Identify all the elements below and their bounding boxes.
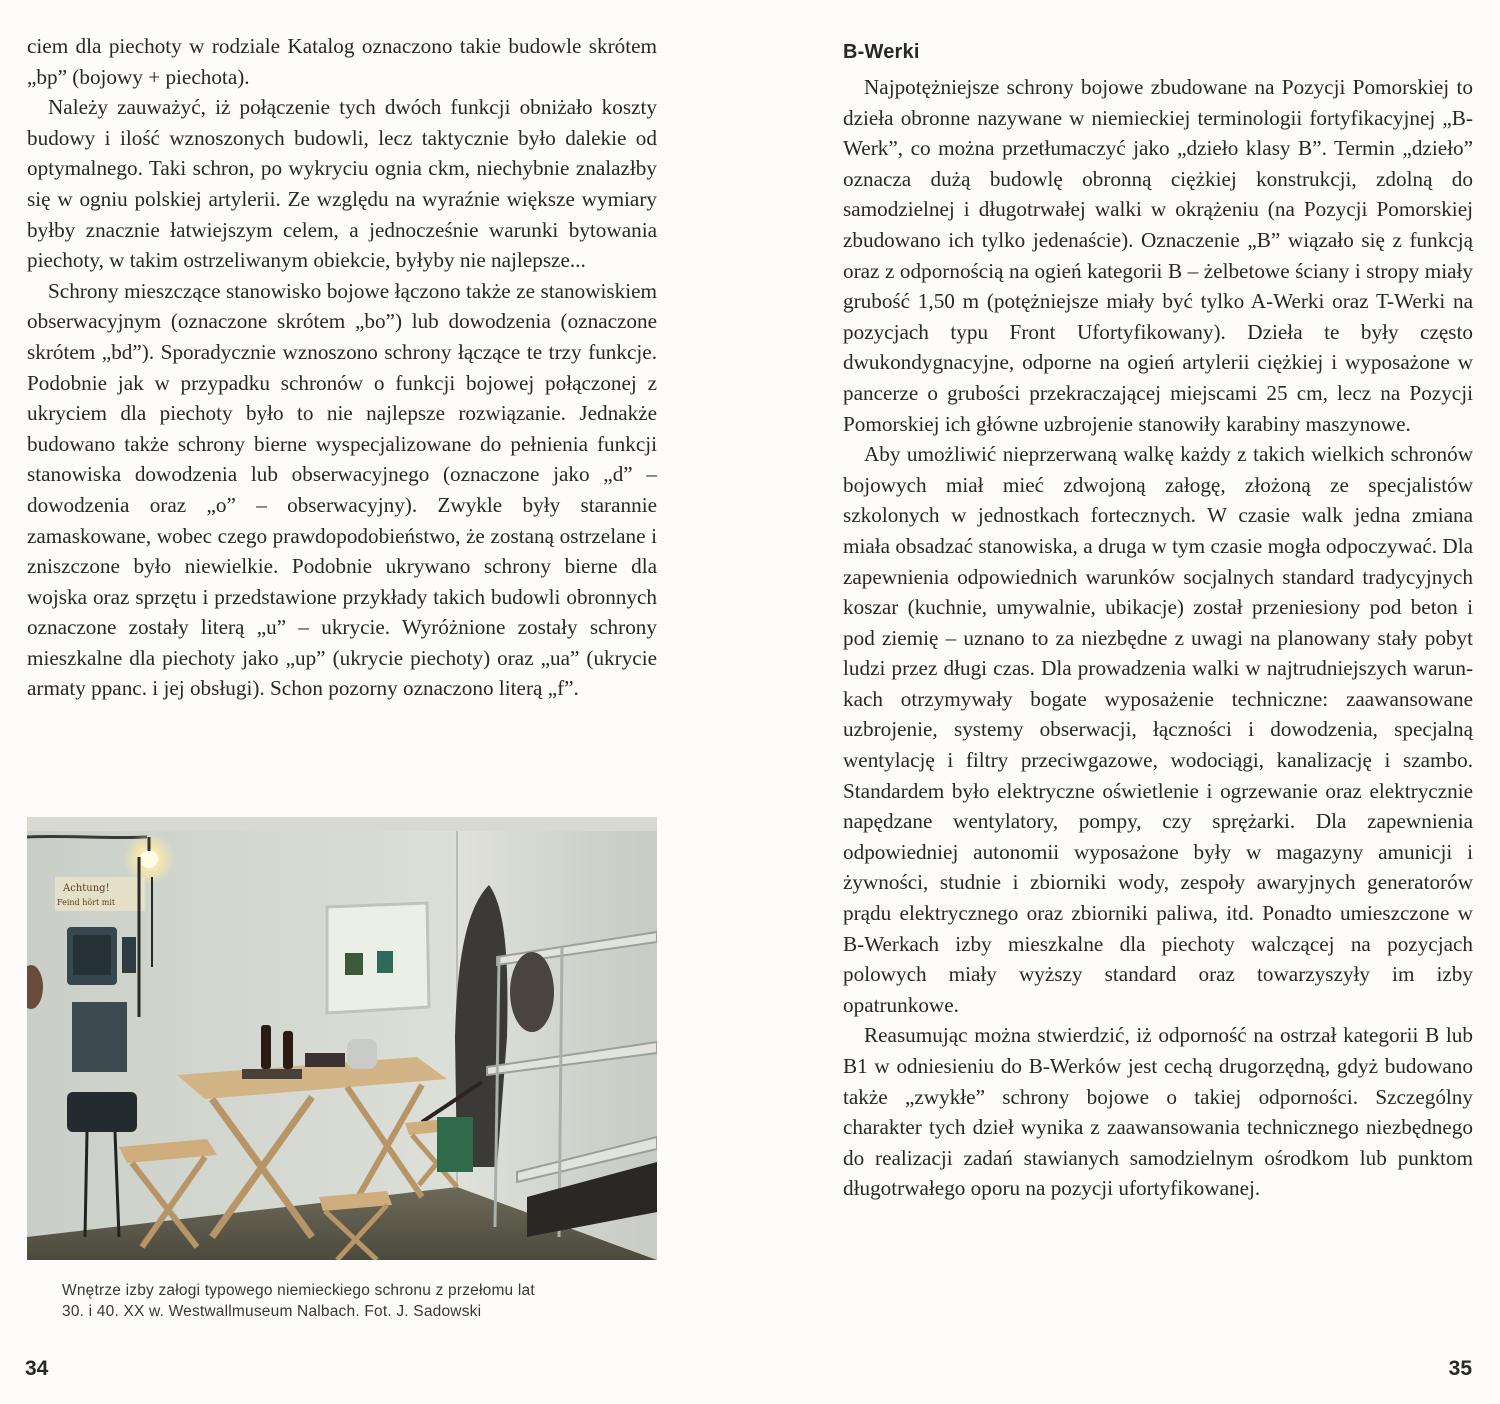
sign-text-line-1: Achtung! [63, 883, 110, 894]
right-text-column [843, 41, 1473, 1204]
right-paragraph-2: Aby umożliwić nieprzerwaną walkę każdy z takich wielkich schronów bojowych miał mieć zdwojoną załogę, złożoną ze specjalistów szkolonych w jednostkach fortecznych. W czasie walk jedna zmiana miała obsadzać stanowiska, a druga w tym czasie mogła odpoczywać. Dla zapewnienia odpowiednich warunków socjalnych standard tradycyjnych koszar (kuchnie, umywalnie, ubikacje) został przeniesiony pod beton i pod ziemię – uznano to za niezbędne z uwagi na planowany stały pobyt ludzi przez długi czas. Dla prowadzenia walki w najtrudniejszych warunkach otrzymywały bogate wyposażenie techniczne: zaawansowane uzbrojenie, systemy obserwacji, łączności i dowodzenia, specjalną wentylację i filtry przeciwgazowe, wodociągi, kanalizację i szambo. Standardem było elektryczne oświetlenie i ogrzewanie oraz elektrycznie napędzane wentylatory, pompy, czy sprężarki. Dla zapewnienia odpowiedniej autonomii wyposażone były w magazyny amunicji i żywności, studnie i zbiorniki wody, zespoły awaryjnych generatorów prądu elektrycznego oraz zbiorniki paliwa, itd. Ponadto umieszczone w B-Werkach izby mieszkalne dla piechoty walczącej na pozycjach polowych miały wyższy standard oraz towarzyszyły im izby opatrunkowe. [843, 442, 1473, 1017]
right-page [750, 0, 1500, 1404]
right-paragraph-3: Reasumując można stwierdzić, iż odporność na ostrzał kategorii B lub B1 w odniesieniu do B-Werków jest cechą drugorzędną, gdyż budowano także „zwykłe” schrony bojowe o takiej odporności. Szczególny charakter tych dzieł wynika z zaawansowania technicznego niezbędnego do realizacji zadań stawianych samodzielnym ośrodkom lub punktom długotrwałego oporu na pozycji ufortyfikowanej. [843, 1023, 1473, 1201]
page-number-left: 34 [25, 1357, 49, 1380]
right-paragraph-1: Najpotężniejsze schrony bojowe zbudowane na Pozycji Pomorskiej to dzieła obronne nazywane w niemieckiej terminologii fortyfikacyjnej „B-Werk”, co można przetłumaczyć jako „dzieło klasy B”. Termin „dzieło” oznacza dużą budowlę obronną ciężkiej konstrukcji, zdolną do samodzielnej i długotrwałej walki w okrążeniu (na Pozycji Pomorskiej zbudowano ich tylko jedenaście). Oznaczenie „B” wiązało się z funkcją oraz z odpornością na ogień kategorii B – żelbetowe ściany i stropy miały grubość 1,50 m (potężniejsze miały być tylko A-Werki oraz T-Werki na pozycjach typu Front Ufortyfikowany). Dzieła te były często dwukondygnacyjne, odporne na ogień artylerii ciężkiej i wyposażone w pancerze o grubości przekraczającej miejscami 25 cm, lecz na Pozycji Pomorskiej ich główne uzbrojenie stanowiły karabiny maszynowe. [843, 75, 1473, 436]
page-number-right: 35 [1448, 1357, 1472, 1380]
section-heading: B-Werki [843, 41, 920, 63]
left-paragraph-3: Schrony mieszczące stanowisko bojowe łączono także ze stanowiskiem obserwacyjnym (oznaczone skrótem „bo”) lub dowodzenia (oznaczone skrótem „bd”). Sporadycznie wznoszono schrony łączące te trzy funkcje. Podobnie jak w przypadku schronów o funkcji bojowej połączonej z ukryciem dla piechoty było to nie najlepsze rozwiązanie. Jednakże budowano także schrony bierne wyspecjalizowane do pełnienia funkcji stanowiska dowodzenia lub obserwacyjnego (oznaczone jako „d” – dowodzenia oraz „o” – obserwacyjny). Zwykle były starannie zamaskowane, wobec czego prawdopodobieństwo, że zostaną ostrzelane i zniszczone było niewielkie. Podobnie ukrywano schrony bierne dla wojska oraz sprzętu i przedstawione przykłady takich budowli obronnych oznaczone zostały literą „u” – ukrycie. Wyróżnione zostały schrony mieszkalne dla piechoty jako „up” (ukrycie piechoty) oraz „ua” (ukrycie armaty ppanc. i jej obsługi). Schon pozorny oznaczono literą „f”. [27, 278, 657, 701]
photo-caption [62, 1280, 652, 1322]
left-paragraph-2: Należy zauważyć, iż połączenie tych dwóch funkcji obniżało koszty budowy i ilość wznoszonych budowli, lecz taktycznie było dalekie od optymalnego. Taki schron, po wykryciu ognia ckm, niechybnie znalazłby się w ogniu polskiej artylerii. Ze względu na wyraźnie większe wymiary byłby znacznie łatwiejszym celem, a jednocześnie warunki bytowania piechoty, w takim ostrzeliwanym obiekcie, byłyby nie najlepsze... [27, 95, 657, 273]
left-paragraph-1: ciem dla piechoty w rodziale Katalog oznaczono takie budowle skrótem „bp” (bojowy + piechota). [27, 34, 657, 89]
caption-line-1: Wnętrze izby załogi typowego niemieckiego schronu z przełomu lat [62, 1282, 535, 1299]
left-text-column [27, 31, 657, 704]
sign-text-line-2: Feind hört mit [57, 898, 116, 907]
caption-line-2: 30. i 40. XX w. Westwallmuseum Nalbach. Fot. J. Sadowski [62, 1303, 482, 1320]
bunker-interior-photo [27, 817, 657, 1260]
